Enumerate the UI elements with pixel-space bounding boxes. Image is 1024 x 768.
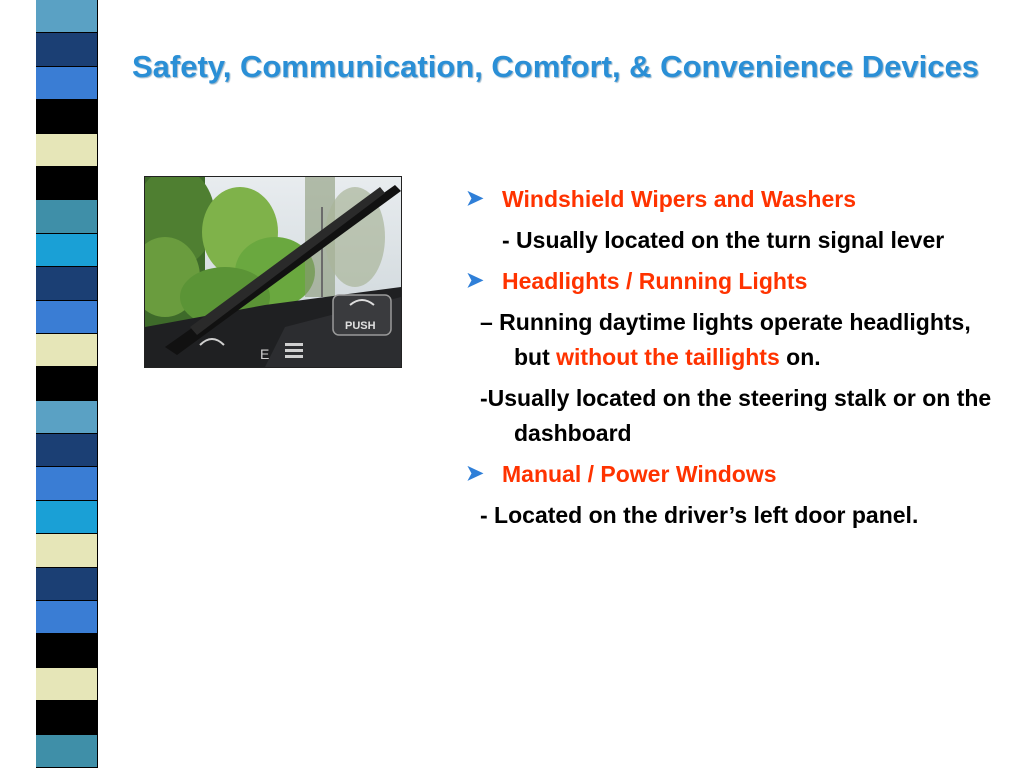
stripe-segment <box>36 568 97 601</box>
stripe-segment <box>36 401 97 434</box>
bullet-arrow-icon: ➤ <box>466 462 484 485</box>
windshield-wiper-photo <box>144 176 402 368</box>
item-detail: – Running daytime lights operate headlights, but without the taillights on. <box>480 309 971 370</box>
decorative-stripe-bar <box>36 0 98 768</box>
stripe-segment <box>36 0 97 33</box>
bullet-arrow-icon: ➤ <box>466 269 484 292</box>
wiper-photo-icon <box>145 177 401 367</box>
stripe-segment <box>36 735 97 768</box>
item-detail: - Usually located on the turn signal lever <box>502 227 945 253</box>
stripe-segment <box>36 33 97 66</box>
stripe-segment <box>36 668 97 701</box>
bullet-arrow-icon: ➤ <box>466 187 484 210</box>
stripe-segment <box>36 167 97 200</box>
stripe-segment <box>36 467 97 500</box>
item-heading: Headlights / Running Lights <box>502 268 808 294</box>
highlight-text: without the taillights <box>556 344 780 370</box>
stripe-segment <box>36 334 97 367</box>
item-heading: Windshield Wipers and Washers <box>502 186 857 212</box>
bullet-list <box>466 182 996 539</box>
stripe-segment <box>36 100 97 133</box>
list-item <box>466 264 996 299</box>
slide-title: Safety, Communication, Comfort, & Convenience Devices <box>132 49 979 84</box>
item-detail: - Located on the driver’s left door panel. <box>480 502 919 528</box>
item-detail: -Usually located on the steering stalk or on the dashboard <box>480 385 992 446</box>
stripe-segment <box>36 267 97 300</box>
push-label: PUSH <box>345 320 376 332</box>
stripe-segment <box>36 434 97 467</box>
svg-text:E: E <box>260 346 270 362</box>
list-item <box>466 457 996 492</box>
list-item <box>466 182 996 217</box>
stripe-segment <box>36 200 97 233</box>
stripe-segment <box>36 634 97 667</box>
stripe-segment <box>36 701 97 734</box>
stripe-segment <box>36 301 97 334</box>
stripe-segment <box>36 367 97 400</box>
stripe-segment <box>36 501 97 534</box>
stripe-segment <box>36 134 97 167</box>
item-heading: Manual / Power Windows <box>502 461 777 487</box>
stripe-segment <box>36 534 97 567</box>
stripe-segment <box>36 601 97 634</box>
stripe-segment <box>36 234 97 267</box>
stripe-segment <box>36 67 97 100</box>
